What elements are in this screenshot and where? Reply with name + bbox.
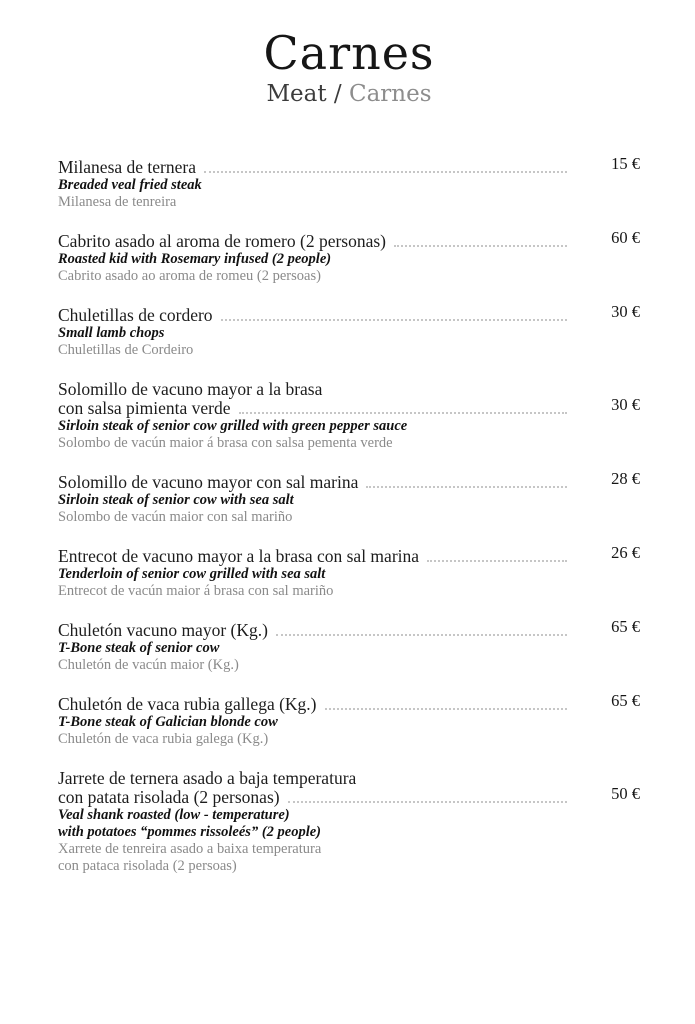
item-name-line: Chuletón vacuno mayor (Kg.)	[58, 620, 268, 641]
page-title: Carnes	[263, 26, 435, 80]
dot-leader	[288, 801, 568, 803]
item-english-translation	[58, 807, 640, 841]
item-galician-translation	[58, 268, 640, 285]
item-name	[58, 543, 640, 567]
item-name-price-row	[58, 543, 640, 567]
page-subtitle	[58, 81, 640, 109]
item-name-line: Jarrete de ternera asado a baja temperatura	[58, 768, 357, 789]
dot-leader	[221, 319, 568, 321]
menu-item	[58, 769, 640, 875]
item-name	[58, 154, 640, 178]
item-name-line: Chuletón de vaca rubia gallega (Kg.)	[58, 694, 317, 715]
item-name-price-row	[58, 784, 640, 808]
item-name	[58, 769, 640, 807]
item-galician-line: Xarrete de tenreira asado a baixa temperatura	[58, 841, 322, 858]
item-name-line: Solomillo de vacuno mayor con sal marina	[58, 472, 359, 493]
item-galician-line: Chuletón de vacún maior (Kg.)	[58, 657, 239, 674]
menu-item-list	[58, 154, 640, 875]
dot-leader	[276, 634, 567, 636]
item-price: 28 €	[611, 469, 640, 489]
item-english-translation	[58, 325, 640, 342]
menu-item	[58, 469, 640, 526]
subtitle-secondary: Carnes	[348, 80, 432, 107]
item-name-price-row	[58, 469, 640, 493]
dot-leader	[366, 486, 567, 488]
item-english-line: Sirloin steak of senior cow with sea salt	[58, 492, 294, 509]
item-name-line: Solomillo de vacuno mayor a la brasa	[58, 379, 323, 400]
menu-item	[58, 617, 640, 674]
item-english-line: Sirloin steak of senior cow grilled with green pepper sauce	[58, 418, 408, 435]
menu-item	[58, 543, 640, 600]
item-english-translation	[58, 177, 640, 194]
item-name	[58, 617, 640, 641]
item-price: 15 €	[611, 154, 640, 174]
menu-item	[58, 691, 640, 748]
item-galician-translation	[58, 509, 640, 526]
item-english-translation	[58, 714, 640, 731]
item-english-line: Small lamb chops	[58, 325, 165, 342]
item-galician-translation	[58, 657, 640, 674]
item-galician-translation	[58, 731, 640, 748]
item-english-line: Veal shank roasted (low - temperature)	[58, 807, 290, 824]
item-name	[58, 469, 640, 493]
item-galician-line: con pataca risolada (2 persoas)	[58, 858, 237, 875]
item-price: 30 €	[611, 395, 640, 415]
subtitle-primary: Meat /	[266, 80, 349, 107]
item-name-price-row	[58, 395, 640, 419]
item-galician-line: Milanesa de tenreira	[58, 194, 177, 211]
item-galician-line: Entrecot de vacún maior á brasa con sal mariño	[58, 583, 334, 600]
item-name-price-row	[58, 691, 640, 715]
item-name-line: con patata risolada (2 personas)	[58, 787, 280, 808]
dot-leader	[325, 708, 568, 710]
item-price: 65 €	[611, 691, 640, 711]
item-name-price-row	[58, 617, 640, 641]
item-english-translation	[58, 418, 640, 435]
item-galician-translation	[58, 841, 640, 875]
item-price: 60 €	[611, 228, 640, 248]
dot-leader	[204, 171, 567, 173]
item-name	[58, 691, 640, 715]
item-galician-line: Cabrito asado ao aroma de romeu (2 persoas)	[58, 268, 321, 285]
item-galician-translation	[58, 194, 640, 211]
menu-item	[58, 302, 640, 359]
item-name-price-row	[58, 154, 640, 178]
dot-leader	[427, 560, 567, 562]
item-english-translation	[58, 251, 640, 268]
item-english-line: Tenderloin of senior cow grilled with sea salt	[58, 566, 326, 583]
item-name-line: Cabrito asado al aroma de romero (2 personas)	[58, 231, 387, 252]
menu-item	[58, 228, 640, 285]
menu-item	[58, 154, 640, 211]
dot-leader	[239, 412, 568, 414]
item-price: 30 €	[611, 302, 640, 322]
item-galician-line: Chuletón de vaca rubia galega (Kg.)	[58, 731, 269, 748]
item-price: 26 €	[611, 543, 640, 563]
item-galician-translation	[58, 435, 640, 452]
item-galician-translation	[58, 342, 640, 359]
item-english-line: Roasted kid with Rosemary infused (2 people)	[58, 251, 332, 268]
menu-item	[58, 380, 640, 452]
item-name	[58, 380, 640, 418]
item-english-line: Breaded veal fried steak	[58, 177, 202, 194]
item-name-line: con salsa pimienta verde	[58, 398, 231, 419]
item-galician-line: Chuletillas de Cordeiro	[58, 342, 194, 359]
item-english-translation	[58, 566, 640, 583]
item-name-price-row	[58, 228, 640, 252]
item-name-price-row	[58, 302, 640, 326]
item-galician-line: Solombo de vacún maior con sal mariño	[58, 509, 293, 526]
item-english-translation	[58, 640, 640, 657]
item-name-line: Chuletillas de cordero	[58, 305, 213, 326]
item-price: 50 €	[611, 784, 640, 804]
item-galician-translation	[58, 583, 640, 600]
item-galician-line: Solombo de vacún maior á brasa con salsa pementa verde	[58, 435, 393, 452]
item-english-translation	[58, 492, 640, 509]
item-name-line: Milanesa de ternera	[58, 157, 196, 178]
dot-leader	[394, 245, 567, 247]
item-english-line: with potatoes “pommes rissoleés” (2 people)	[58, 824, 321, 841]
item-price: 65 €	[611, 617, 640, 637]
item-english-line: T-Bone steak of Galician blonde cow	[58, 714, 278, 731]
item-english-line: T-Bone steak of senior cow	[58, 640, 220, 657]
menu-header	[58, 28, 640, 108]
item-name	[58, 302, 640, 326]
item-name	[58, 228, 640, 252]
item-name-line: Entrecot de vacuno mayor a la brasa con sal marina	[58, 546, 420, 567]
